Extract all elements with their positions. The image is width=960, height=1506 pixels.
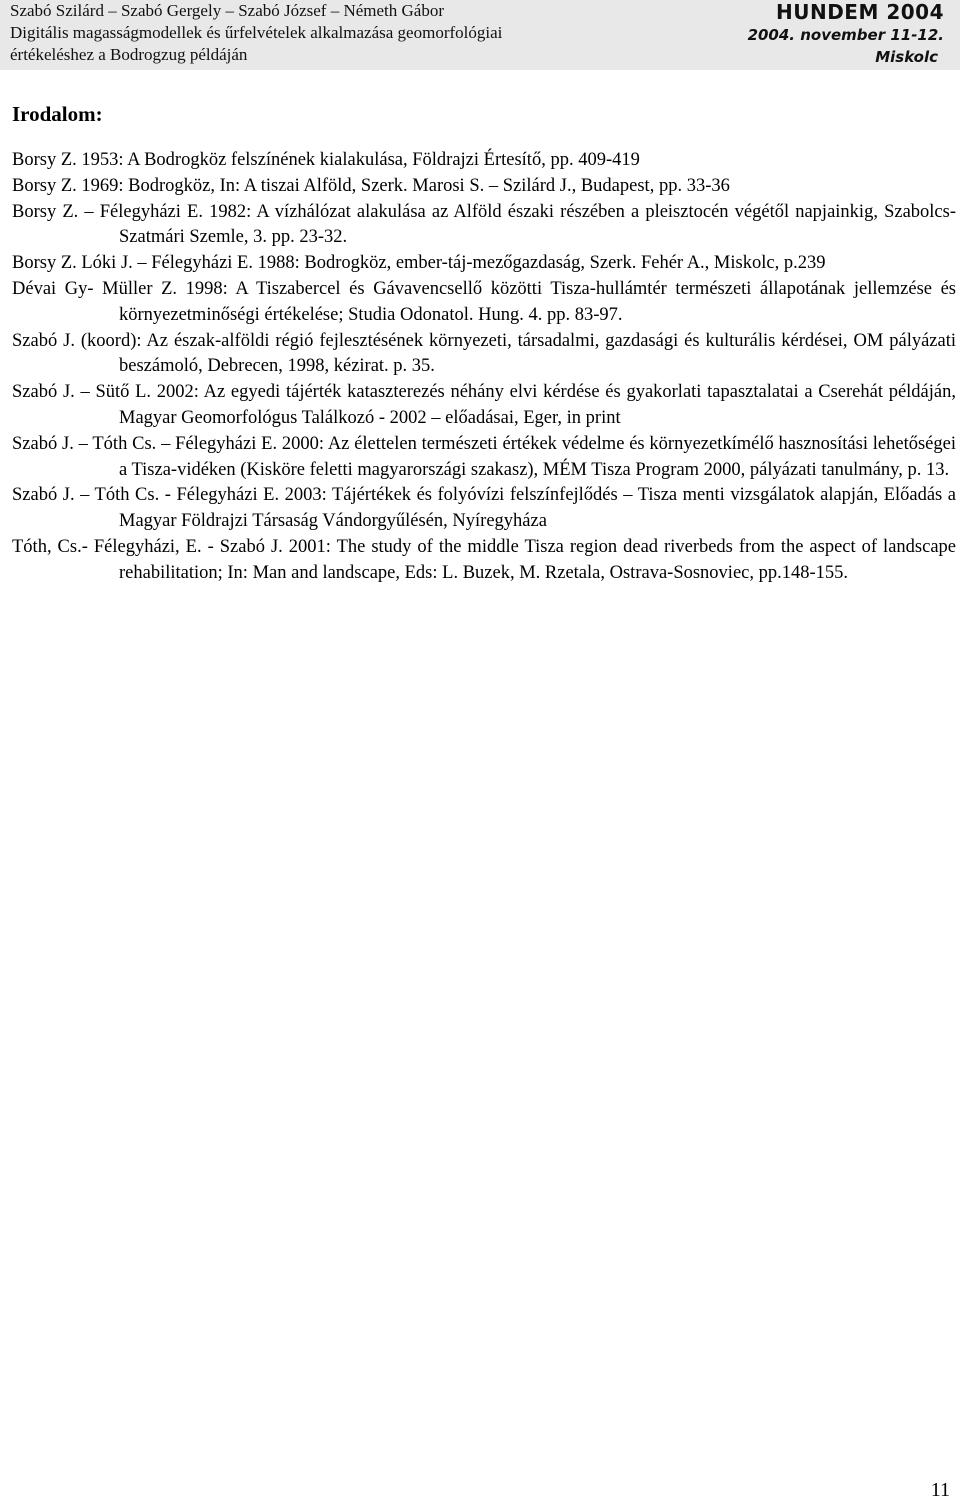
reference-item: Dévai Gy- Müller Z. 1998: A Tiszabercel és Gávavencsellő közötti Tisza-hullámtér természeti állapotának jellemzése és környezetminőségi értékelése; Studia Odonatol. Hung. 4. pp. 83-97. [12, 278, 956, 325]
header-authors: Szabó Szilárd – Szabó Gergely – Szabó József – Németh Gábor [10, 1, 445, 20]
conference-date: 2004. november 11-12. [747, 26, 944, 44]
page-header [0, 0, 960, 70]
reference-item: Borsy Z. 1953: A Bodrogköz felszínének kialakulása, Földrajzi Értesítő, pp. 409-419 [12, 150, 640, 170]
reference-item: Borsy Z. 1969: Bodrogköz, In: A tiszai Alföld, Szerk. Marosi S. – Szilárd J., Budapest, pp. 33-36 [12, 175, 730, 196]
reference-item: Szabó J. (koord): Az észak-alföldi régió fejlesztésének környezeti, társadalmi, gazdasági és kulturális kérdései, OM pályázati beszámoló, Debrecen, 1998, kézirat. p. 35. [12, 330, 956, 377]
reference-item: Szabó J. – Tóth Cs. - Félegyházi E. 2003: Tájértékek és folyóvízi felszínfejlődés – Tisza menti vizsgálatok alapján, Előadás a Magyar Földrajzi Társaság Vándorgyűlésén, Nyíregyháza [12, 485, 956, 532]
reference-item: Szabó J. – Sütő L. 2002: Az egyedi tájérték kataszterezés néhány elvi kérdése és gyakorlati tapasztalatai a Cserehát példáján, Magyar Geomorfológus Találkozó - 2002 – előadásai, Eger, in print [12, 382, 956, 428]
reference-item: Tóth, Cs.- Félegyházi, E. - Szabó J. 2001: The study of the middle Tisza region dead riverbeds from the aspect of landscape rehabilitation; In: Man and landscape, Eds: L. Buzek, M. Rzetala, Ostrava-Sosnoviec, pp.148-155. [12, 536, 956, 583]
conference-name: HUNDEM 2004 [775, 0, 944, 24]
section-title: Irodalom: [12, 102, 103, 126]
header-conference-block [744, 0, 944, 68]
page-number: 11 [930, 1479, 950, 1501]
reference-item: Borsy Z. Lóki J. – Félegyházi E. 1988: Bodrogköz, ember-táj-mezőgazdaság, Szerk. Fehér A., Miskolc, p.239 [12, 253, 826, 274]
header-paper-title-line2: értékeléshez a Bodrogzug példáján [10, 45, 248, 64]
header-paper-title-line1: Digitális magasságmodellek és űrfelvételek alkalmazása geomorfológiai [10, 23, 503, 42]
header-citation [10, 0, 650, 66]
reference-item: Borsy Z. – Félegyházi E. 1982: A vízhálózat alakulása az Alföld északi részében a pleisztocén végétől napjainkig, Szabolcs-Szatmári Szemle, 3. pp. 23-32. [12, 201, 956, 248]
reference-item: Szabó J. – Tóth Cs. – Félegyházi E. 2000: Az élettelen természeti értékek védelme és környezetkímélő hasznosítási lehetőségei a Tisza-vidéken (Kisköre feletti magyarországi szakasz), MÉM Tisza Program 2000, pályázati tanulmány, p. 13. [12, 433, 956, 480]
reference-list [12, 148, 956, 587]
conference-city: Miskolc [875, 48, 938, 66]
